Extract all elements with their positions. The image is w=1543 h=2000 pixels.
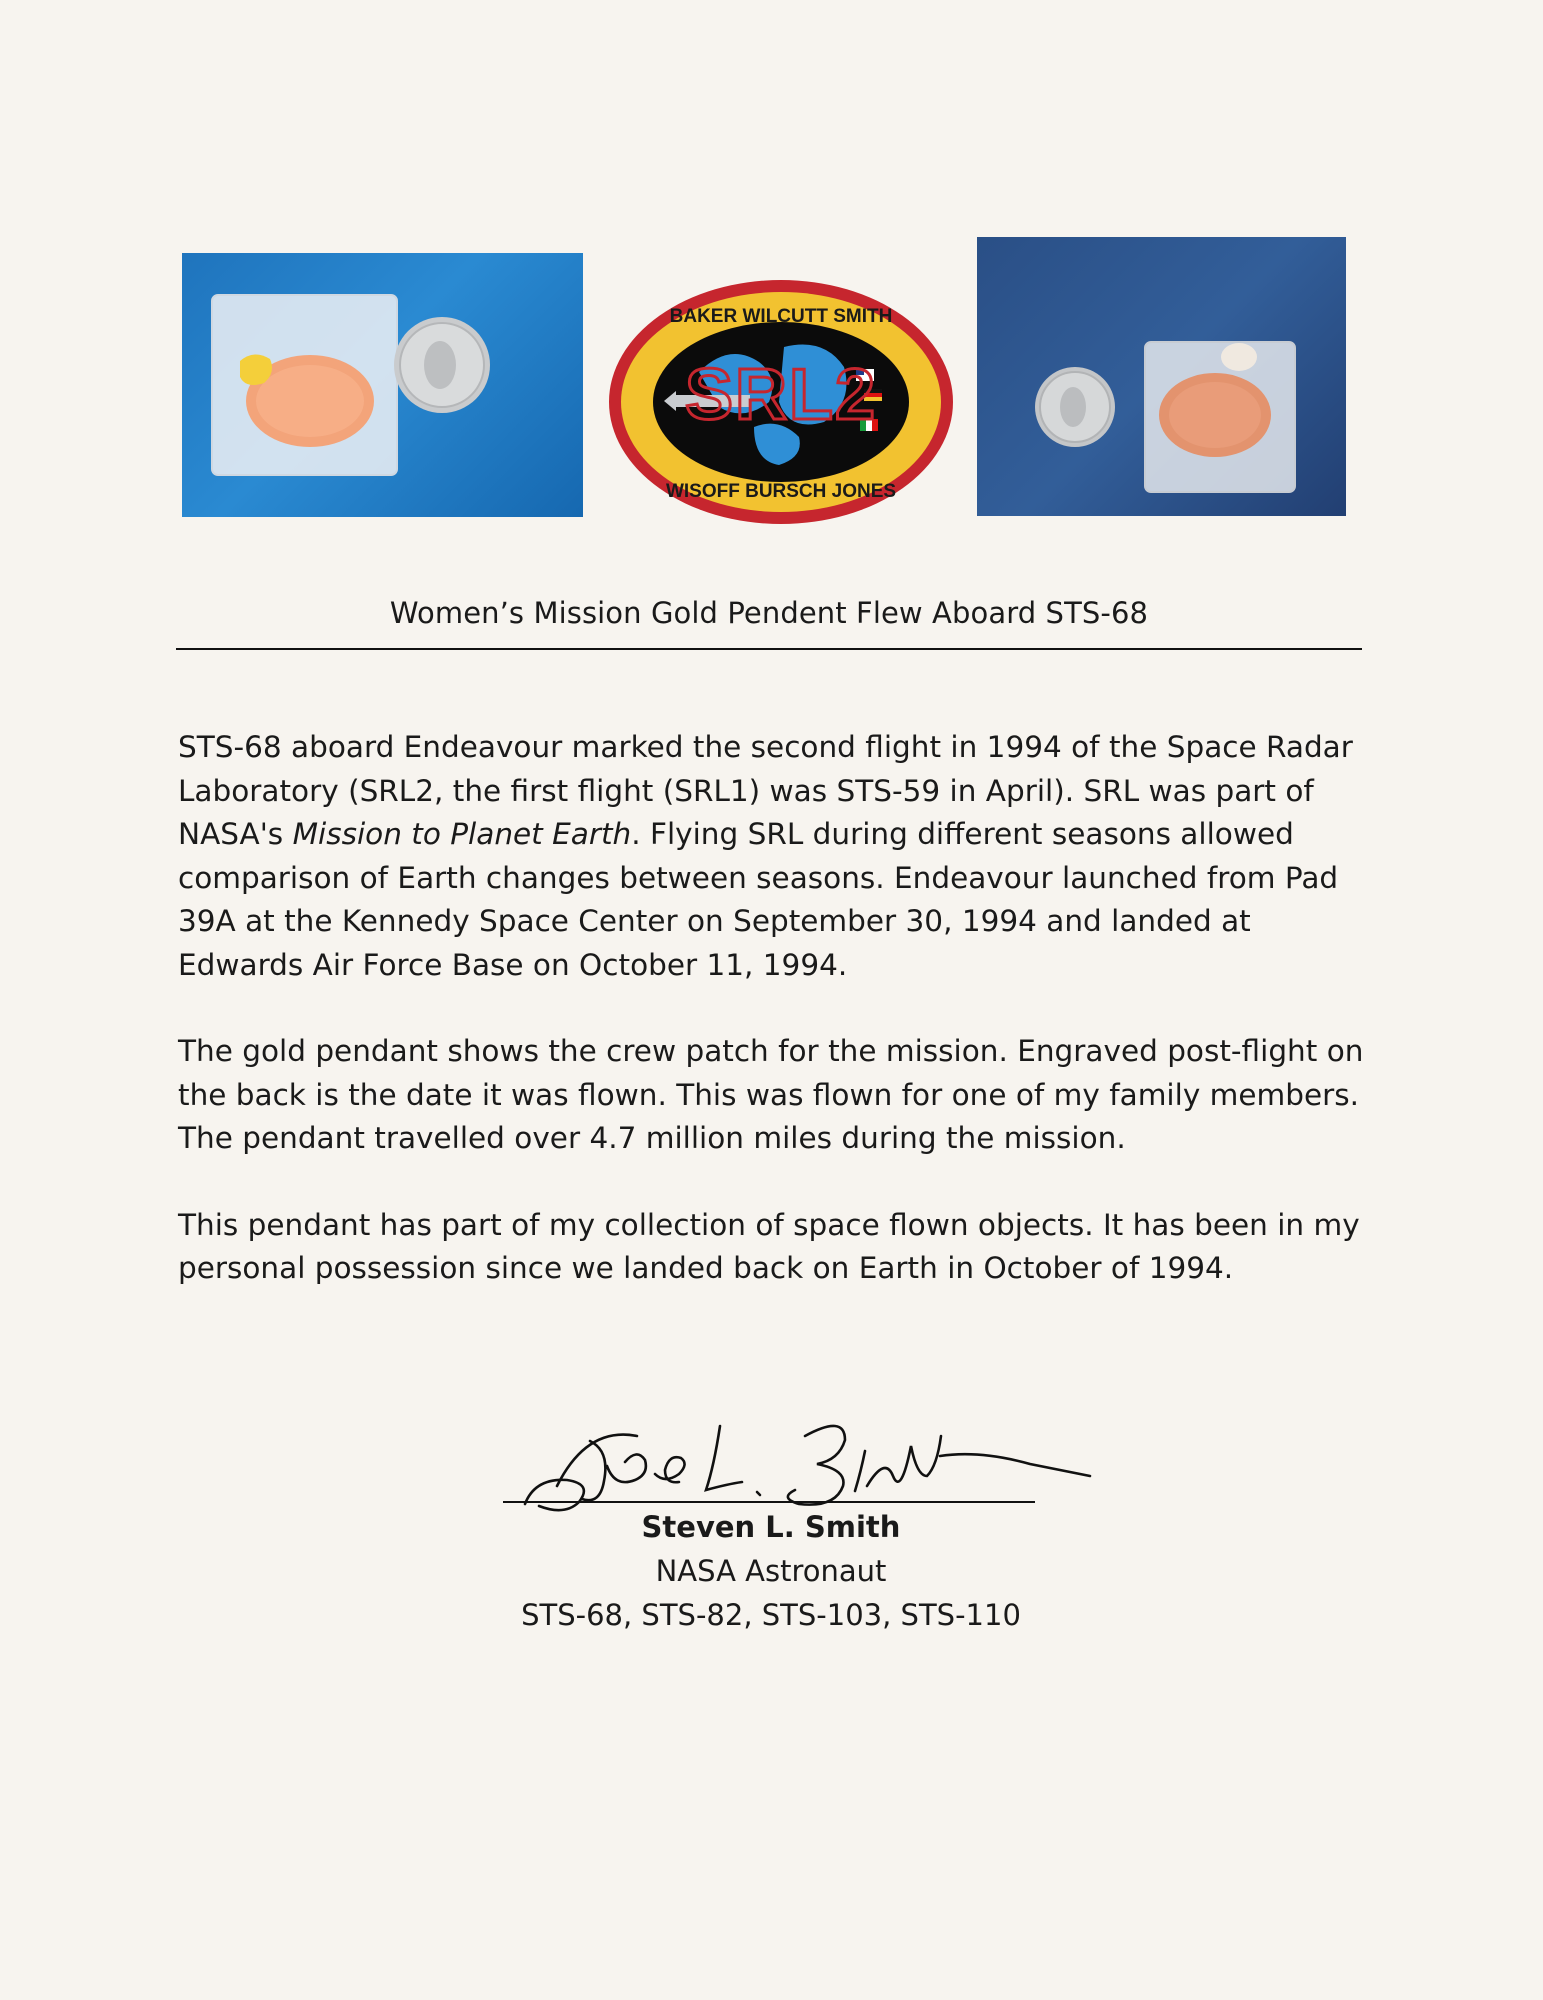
signatory-name: Steven L. Smith xyxy=(641,1510,901,1544)
title-underline xyxy=(176,648,1362,650)
signatory-missions: STS-68, STS-82, STS-103, STS-110 xyxy=(521,1598,1021,1632)
patch-center-text: SRL2 xyxy=(684,355,878,435)
handwritten-signature xyxy=(495,1396,1095,1516)
pendant-photo-left xyxy=(182,253,583,517)
signatory-title: NASA Astronaut xyxy=(655,1554,887,1588)
patch-bottom-text: WISOFF BURSCH JONES xyxy=(665,481,897,502)
page-title: Women’s Mission Gold Pendent Flew Aboard STS-68 xyxy=(389,596,1149,630)
paragraph1-emphasis: Mission to Planet Earth xyxy=(292,817,632,851)
paragraph-pendant-description: The gold pendant shows the crew patch for the mission. Engraved post-flight on the back is the date it was flown. This was flown for one of my family members. The pendant travelled over 4.7 million miles during the mission. xyxy=(178,1034,1364,1155)
paragraph-mission-summary xyxy=(178,726,1368,987)
mission-patch xyxy=(604,277,958,527)
paragraph1-part2: . Flying SRL during different seasons allowed comparison of Earth changes between seasons. Endeavour launched from Pad 39A at the Kennedy Space Center on September 30, 1994 and landed at Edwards Air Force Base on October 11, 1994. xyxy=(178,817,1339,982)
letter-body xyxy=(178,726,1368,1334)
paragraph1-part1: STS-68 aboard Endeavour marked the second flight in 1994 of the Space Radar Laboratory (SRL2, the first flight (SRL1) was STS-59 in April). SRL was part of NASA's xyxy=(178,730,1353,851)
patch-top-text: BAKER WILCUTT SMITH xyxy=(669,306,893,327)
pendant-photo-right xyxy=(977,237,1346,516)
paragraph-provenance: This pendant has part of my collection of space flown objects. It has been in my personal possession since we landed back on Earth in October of 1994. xyxy=(178,1207,1360,1285)
